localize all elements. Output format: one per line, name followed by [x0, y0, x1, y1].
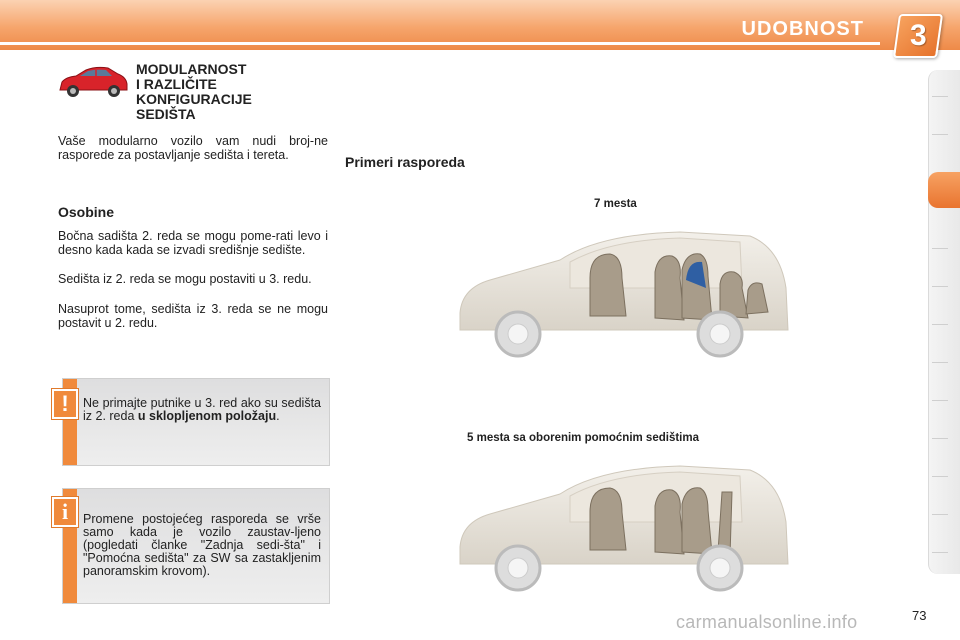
car-7-seats-illustration: [450, 218, 800, 368]
warning-text-regular: Ne primajte putnike u 3. red ako su sedišta iz 2. reda: [83, 396, 321, 423]
feature-paragraph: Sedišta iz 2. reda se mogu postaviti u 3. redu.: [58, 272, 312, 286]
page-number: 73: [912, 608, 927, 623]
side-tab[interactable]: [932, 96, 948, 97]
chapter-title: UDOBNOST: [741, 18, 864, 40]
chapter-number: 3: [909, 19, 927, 52]
info-icon: i: [52, 497, 78, 527]
header-divider: [0, 42, 880, 45]
section-title-line: MODULARNOST: [136, 61, 247, 77]
watermark: carmanualsonline.info: [676, 612, 858, 632]
feature-paragraph: Nasuprot tome, sedišta iz 3. reda se ne mogu postavit u 2. redu.: [58, 302, 328, 330]
section-title: [136, 62, 336, 122]
warning-text-bold: u sklopljenom položaju: [137, 409, 277, 423]
car-5-seats-illustration: [450, 452, 800, 602]
warning-text: [83, 397, 321, 423]
section-title-line: I RAZLIČITE: [136, 76, 217, 92]
section-title-line: SEDIŠTA: [136, 106, 196, 122]
side-tab[interactable]: [932, 248, 948, 249]
red-car-icon: [56, 62, 130, 102]
examples-heading: Primeri rasporeda: [345, 154, 465, 170]
caption-5-seats: 5 mesta sa oborenim pomoćnim sedištima: [467, 432, 699, 444]
warning-text-end: .: [276, 409, 280, 423]
info-text: Promene postojećeg rasporeda se vrše samo kada je vozilo zaustav-ljeno (pogledati članke "Zadnja sedi-šta" i "Pomoćna sedišta" za SW sa zastakljenim panoramskim krovom).: [83, 512, 321, 578]
side-tab[interactable]: [932, 400, 948, 401]
section-title-line: KONFIGURACIJE: [136, 91, 252, 107]
side-tab-active[interactable]: [928, 172, 960, 208]
side-tab[interactable]: [932, 438, 948, 439]
intro-paragraph: Vaše modularno vozilo vam nudi broj-ne rasporede za postavljanje sedišta i tereta.: [58, 134, 328, 162]
side-tab[interactable]: [932, 476, 948, 477]
chapter-number-badge: [893, 14, 943, 58]
info-note: [62, 488, 330, 604]
warning-icon: !: [52, 389, 78, 419]
side-tab[interactable]: [932, 324, 948, 325]
side-tab[interactable]: [932, 514, 948, 515]
side-tab[interactable]: [932, 552, 948, 553]
side-tab[interactable]: [932, 134, 948, 135]
caption-7-seats: 7 mesta: [594, 198, 637, 210]
warning-note: [62, 378, 330, 466]
side-tab-rail: [928, 70, 960, 574]
side-tab[interactable]: [932, 286, 948, 287]
side-tab[interactable]: [932, 362, 948, 363]
feature-paragraph: Bočna sadišta 2. reda se mogu pome-rati levo i desno kada kada se izvadi središnje sedište.: [58, 229, 328, 257]
chapter-side-tabs: [928, 70, 960, 574]
features-heading: Osobine: [58, 204, 115, 220]
